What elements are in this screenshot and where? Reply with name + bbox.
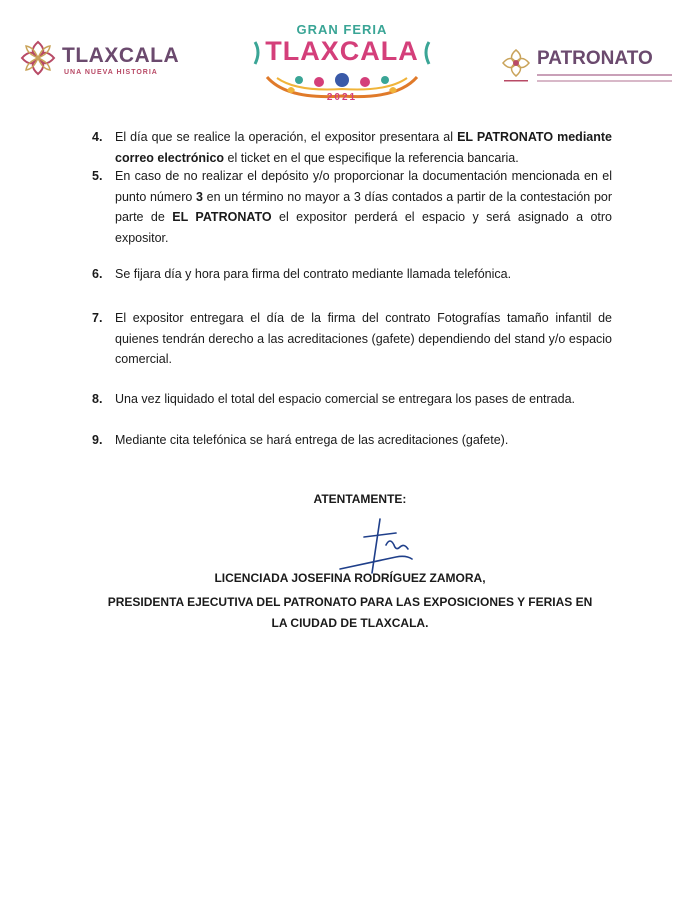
- list-item: [92, 308, 612, 370]
- flower-emblem-icon: [18, 38, 58, 78]
- logo-right-tagline-1: [537, 74, 672, 76]
- item-number: 4.: [92, 130, 103, 144]
- item-number: 9.: [92, 433, 103, 447]
- item-number: 7.: [92, 311, 103, 325]
- list-item: [92, 389, 612, 410]
- logo-right-title: PATRONATO: [537, 48, 653, 69]
- item-text: El día que se realice la operación, el expositor presentara al EL PATRONATO mediante correo electrónico el ticket en el que especifique la referencia bancaria.: [115, 130, 612, 165]
- item-number: 5.: [92, 169, 103, 183]
- feria-year: 2021: [326, 92, 358, 103]
- logo-right-tagline-2: [537, 80, 672, 82]
- letterhead: [0, 0, 691, 115]
- item-text: El expositor entregara el día de la firma del contrato Fotografías tamaño infantil de quienes tendrán derecho a las acreditaciones (gafete) dependiendo del stand y/o espacio comercial.: [115, 311, 612, 366]
- feria-label: GRAN FERIA: [296, 22, 388, 37]
- item-number: 6.: [92, 267, 103, 281]
- item-text: Se fijara día y hora para firma del contrato mediante llamada telefónica.: [115, 267, 512, 281]
- signatory-title-line-2: LA CIUDAD DE TLAXCALA.: [271, 616, 429, 630]
- logo-left-subtitle: UNA NUEVA HISTORIA: [64, 69, 158, 76]
- patronato-emblem-icon: [500, 44, 532, 84]
- signatory-title-line-1: PRESIDENTA EJECUTIVA DEL PATRONATO PARA LAS EXPOSICIONES Y FERIAS EN: [107, 595, 593, 609]
- item-text: En caso de no realizar el depósito y/o proporcionar la documentación mencionada en el punto número 3 en un término no mayor a 3 días contados a partir de la contestación por parte de EL PATRONATO el expositor perderá el espacio y será asignado a otro expositor.: [115, 169, 613, 245]
- feria-main-title: TLAXCALA: [265, 36, 419, 66]
- closing-greeting: ATENTAMENTE:: [313, 492, 407, 506]
- list-item: [92, 430, 612, 451]
- item-number: 8.: [92, 392, 103, 406]
- list-item: [92, 127, 612, 168]
- item-text: Una vez liquidado el total del espacio comercial se entregara los pases de entrada.: [115, 392, 575, 406]
- handwritten-signature-icon: [338, 515, 418, 575]
- logo-left-title: TLAXCALA: [62, 44, 180, 67]
- list-item: [92, 264, 612, 285]
- gran-feria-logo: [247, 22, 437, 110]
- item-text: Mediante cita telefónica se hará entrega de las acreditaciones (gafete).: [115, 433, 509, 447]
- list-item: [92, 166, 612, 248]
- signatory-name: LICENCIADA JOSEFINA RODRÍGUEZ ZAMORA,: [214, 571, 486, 585]
